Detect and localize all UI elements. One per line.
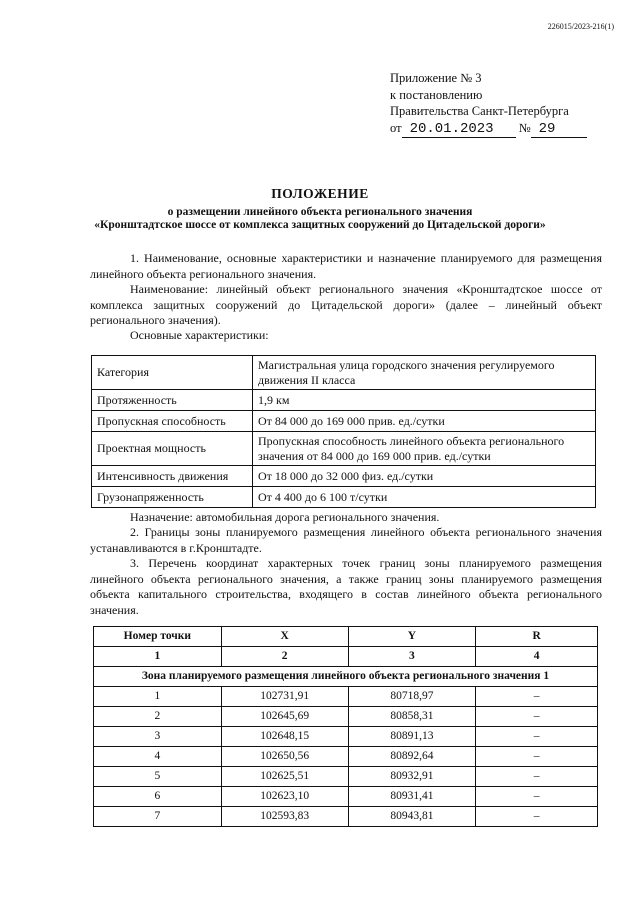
- column-number: 3: [348, 647, 476, 667]
- table-row: [94, 807, 598, 827]
- table-row: [94, 787, 598, 807]
- table-cell: Проектная мощность: [92, 432, 253, 466]
- attachment-line-1: Приложение № 3: [390, 71, 482, 85]
- table-cell: 6: [94, 787, 222, 807]
- column-number: 1: [94, 647, 222, 667]
- table-row: [92, 356, 596, 390]
- table-cell: –: [476, 727, 598, 747]
- table-cell: 7: [94, 807, 222, 827]
- document-title: [40, 186, 600, 231]
- zone-title: Зона планируемого размещения линейного объекта регионального значения 1: [94, 667, 598, 687]
- table-cell: –: [476, 787, 598, 807]
- table-cell: –: [476, 807, 598, 827]
- table-row: [92, 432, 596, 466]
- table-cell: 80858,31: [348, 707, 476, 727]
- table-cell: 3: [94, 727, 222, 747]
- characteristics-table: [91, 355, 596, 508]
- decree-date: 20.01.2023: [402, 121, 516, 139]
- table-row: [94, 747, 598, 767]
- table-cell: 102648,15: [221, 727, 348, 747]
- table-cell: 80892,64: [348, 747, 476, 767]
- table-cell: От 4 400 до 6 100 т/сутки: [253, 487, 596, 508]
- zone-row: [94, 667, 598, 687]
- table-cell: От 84 000 до 169 000 прив. ед./сутки: [253, 411, 596, 432]
- paragraph-4: Назначение: автомобильная дорога регионального значения.: [130, 510, 440, 524]
- table-cell: 102623,10: [221, 787, 348, 807]
- table-cell: 102593,83: [221, 807, 348, 827]
- table-header-row: [94, 627, 598, 647]
- table-cell: Интенсивность движения: [92, 466, 253, 487]
- document-id: 226015/2023-216(1): [547, 22, 614, 31]
- table-row: [94, 767, 598, 787]
- coordinates-table: [93, 626, 598, 827]
- table-cell: 80718,97: [348, 687, 476, 707]
- table-row: [92, 411, 596, 432]
- table-cell: –: [476, 747, 598, 767]
- table-cell: Грузонапряженность: [92, 487, 253, 508]
- column-header: Номер точки: [94, 627, 222, 647]
- column-header: R: [476, 627, 598, 647]
- paragraph-5: 2. Границы зоны планируемого размещения линейного объекта регионального значения устанавливаются в г.Кронштадте.: [90, 525, 602, 555]
- paragraph-3: Основные характеристики:: [130, 328, 269, 342]
- table-row: [94, 727, 598, 747]
- table-cell: Магистральная улица городского значения регулируемого движения II класса: [253, 356, 596, 390]
- date-prefix: от: [390, 120, 402, 135]
- table-cell: 1: [94, 687, 222, 707]
- table-cell: 102645,69: [221, 707, 348, 727]
- table-cell: 1,9 км: [253, 390, 596, 411]
- table-row: [92, 466, 596, 487]
- table-cell: 80932,91: [348, 767, 476, 787]
- table-cell: Протяженность: [92, 390, 253, 411]
- paragraph-2: Наименование: линейный объект регионального значения «Кронштадтское шоссе от комплекса защитных сооружений до Цитадельской дороги» (далее – линейный объект регионального значения).: [90, 282, 602, 327]
- table-cell: 102650,56: [221, 747, 348, 767]
- table-cell: Пропускная способность: [92, 411, 253, 432]
- table-row: [94, 687, 598, 707]
- attachment-header: [390, 70, 587, 138]
- table-cell: Пропускная способность линейного объекта регионального значения от 84 000 до 169 000 прив. ед./сутки: [253, 432, 596, 466]
- attachment-line-2: к постановлению: [390, 87, 483, 102]
- table-cell: 5: [94, 767, 222, 787]
- table-cell: –: [476, 707, 598, 727]
- table-row: [92, 487, 596, 508]
- table-cell: –: [476, 687, 598, 707]
- attachment-date-line: [390, 120, 587, 139]
- column-header: Y: [348, 627, 476, 647]
- table-cell: Категория: [92, 356, 253, 390]
- table-row: [92, 390, 596, 411]
- table-cell: 102731,91: [221, 687, 348, 707]
- table-cell: От 18 000 до 32 000 физ. ед./сутки: [253, 466, 596, 487]
- column-header: X: [221, 627, 348, 647]
- table-cell: –: [476, 767, 598, 787]
- column-number-row: [94, 647, 598, 667]
- table-cell: 80931,41: [348, 787, 476, 807]
- attachment-line-3: Правительства Санкт-Петербурга: [390, 104, 569, 118]
- title-object-name: «Кронштадтское шоссе от комплекса защитных сооружений до Цитадельской дороги»: [94, 219, 546, 231]
- decree-number: 29: [531, 121, 587, 139]
- title-heading: ПОЛОЖЕНИЕ: [271, 186, 369, 201]
- paragraph-1: 1. Наименование, основные характеристики и назначение планируемого для размещения линейного объекта регионального значения.: [90, 251, 602, 281]
- column-number: 4: [476, 647, 598, 667]
- column-number: 2: [221, 647, 348, 667]
- paragraph-6: 3. Перечень координат характерных точек границ зоны планируемого размещения линейного объекта регионального значения, а также границ зоны планируемого размещения объекта капитального строительства, входящего в состав линейного объекта регионального значения.: [90, 556, 602, 617]
- number-prefix: №: [518, 120, 531, 135]
- table-cell: 80891,13: [348, 727, 476, 747]
- table-cell: 102625,51: [221, 767, 348, 787]
- table-cell: 2: [94, 707, 222, 727]
- table-cell: 80943,81: [348, 807, 476, 827]
- title-subheading: о размещении линейного объекта регионального значения: [167, 206, 473, 218]
- table-row: [94, 707, 598, 727]
- table-cell: 4: [94, 747, 222, 767]
